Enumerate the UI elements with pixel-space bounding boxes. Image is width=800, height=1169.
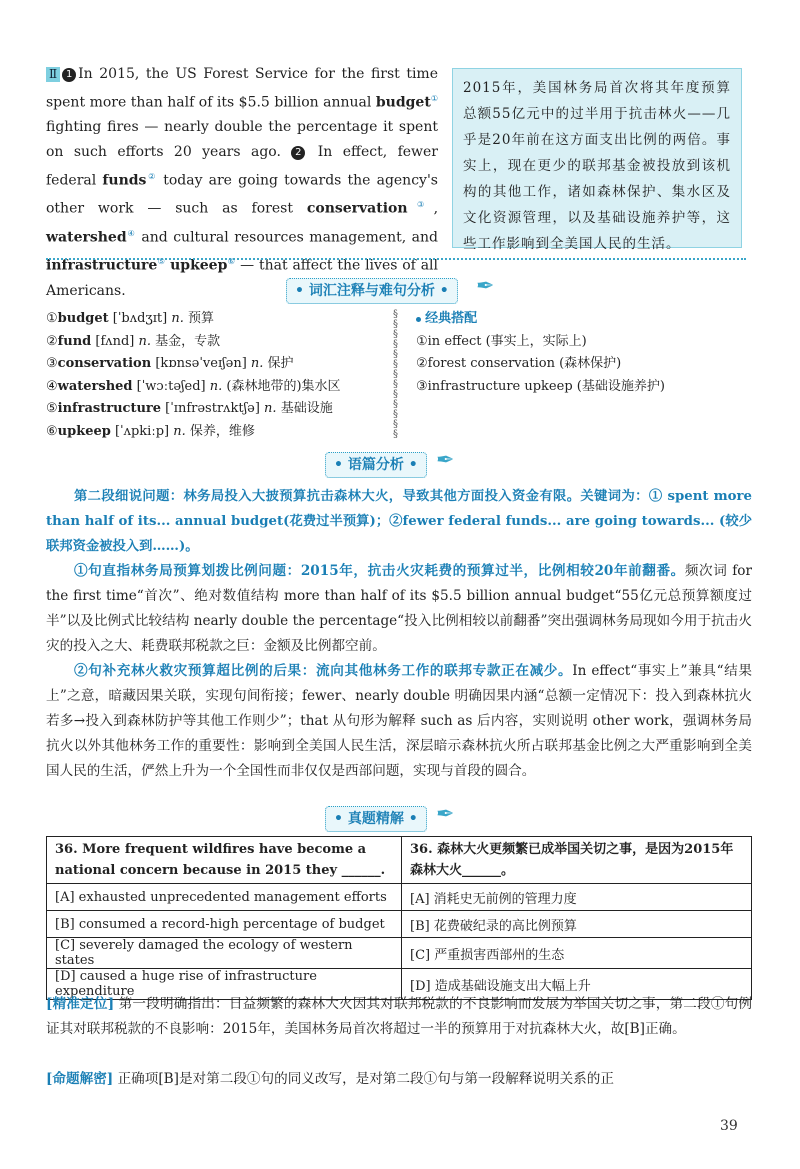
option-c-en: [C] severely damaged the ecology of western states (47, 938, 402, 969)
bullet-icon (416, 317, 421, 322)
option-d-en: [D] caused a huge rise of infrastructure expenditure (47, 969, 402, 1000)
paragraph-marker: Ⅱ (46, 67, 60, 82)
option-a-en: [A] exhausted unprecedented management efforts (47, 884, 402, 911)
column-divider: § § § § § § § § § § § § § (393, 309, 398, 440)
english-passage (46, 62, 438, 303)
analysis-location (46, 992, 752, 1042)
note-ref: ① (430, 93, 438, 103)
sentence-1-head: ①句直指林务局预算划拨比例问题：2015年，抗击火灾耗费的预算过半，比例相较20年前翻番。 (74, 563, 685, 579)
analysis-decode-text: 正确项[B]是对第二段①句的同义改写，是对第二段①句与第一段解释说明关系的正 (113, 1071, 614, 1087)
keyword-upkeep: upkeep (170, 257, 228, 274)
sentence-1-body: 频次词 for the first time“首次”、绝对数值结构 more than half of its $5.5 billion annual budget“55亿元总预算额度过半”以及比例式比较结构 nearly double the percentage“投入比例相较以前翻番”突出强调林务局现如今用于抗击火灾的投入之大、耗费联邦税款之巨：金额及比例都空前。 (46, 563, 752, 654)
collocations-title: 经典搭配 (425, 311, 478, 326)
feather-icon: ✒ (476, 274, 495, 299)
note-ref: ② (146, 171, 158, 181)
translation-box: 2015年，美国林务局首次将其年度预算总额55亿元中的过半用于抗击林火——几乎是20年前在这方面支出比例的两倍。事实上，现在更少的联邦基金被投放到该机构的其他工作，诸如森林保护、集水区及文化资源管理，以及基础设施养护等，这些工作影响到全美国人民的生活。 (452, 68, 742, 248)
discourse-summary: 第二段细说问题：林务局投入大披预算抗击森林大火，导致其他方面投入资金有限。关键词为：① spent more than half of its... annual budget(花费过半预算)；②fewer federal funds... are going towards... (较少联邦资金被投入到……)。 (46, 489, 752, 554)
question-stem-cn: 36. 森林大火更频繁已成举国关切之事，是因为2015年森林大火______。 (402, 837, 752, 884)
page-number: 39 (720, 1118, 738, 1134)
vocab-item: ⑤infrastructure [ˈɪnfrəstrʌktʃə] n. 基础设施 (46, 401, 333, 416)
note-ref: ④ (126, 228, 136, 238)
note-ref: ③ (407, 200, 434, 210)
keyword-conservation: conservation (306, 200, 408, 217)
vocab-item: ②fund [fʌnd] n. 基金，专款 (46, 333, 221, 349)
passage-text: In effect, fewer federal (46, 144, 438, 189)
vocab-item: ⑥upkeep [ˈʌpkiːp] n. 保养，维修 (46, 423, 255, 439)
sentence-2-body: In effect“事实上”兼具“结果上”之意，暗藏因果关联，实现句间衔接；fewer、nearly double 明确因果内涵“总额一定情况下：投入到森林抗火若多→投入到森林防护等其他工作则少”；that 从句形为解释 such as 后内容，实则说明 other work，强调林务局抗火以外其他林务工作的重要性：影响到全美国人民生活，深层暗示森林抗火所占联邦基金比例之大严重影响到全美国人民的生活，俨然上升为一个全国性而非仅仅是西部问题，实现与首段的圆合。 (46, 663, 753, 779)
passage-text: fighting fires — nearly double the percentage it spent on such efforts 20 years ago. (46, 119, 438, 161)
keyword-funds: funds (102, 172, 147, 189)
discourse-sentence-2 (46, 659, 752, 784)
section-heading-discourse: • 语篇分析 • (325, 452, 427, 478)
vocab-item: ①budget [ˈbʌdʒɪt] n. 预算 (46, 311, 215, 326)
keyword-watershed: watershed (46, 229, 127, 246)
keyword-budget: budget (375, 94, 431, 111)
passage-text: , (433, 200, 439, 217)
vocab-list (46, 308, 386, 443)
tag-decode: [命题解密] (46, 1071, 114, 1087)
vocab-item: ③conservation [kɒnsəˈveɪʃən] n. 保护 (46, 356, 294, 371)
option-c-cn: [C] 严重损害西部州的生态 (402, 938, 752, 969)
option-a-cn: [A] 消耗史无前例的管理力度 (402, 884, 752, 911)
section-heading-vocab: • 词汇注释与难句分析 • (286, 278, 458, 304)
question-table (46, 836, 752, 1000)
feather-icon: ✒ (436, 802, 455, 827)
table-row (47, 884, 752, 911)
passage-text: — that affect the lives of all Americans. (46, 257, 438, 299)
table-row (47, 938, 752, 969)
passage-text: and cultural resources management, and (135, 229, 438, 246)
tag-location: [精准定位] (46, 996, 115, 1012)
collocation-item: ①in effect (事实上，实际上) (416, 333, 587, 349)
option-d-cn: [D] 造成基础设施支出大幅上升 (402, 969, 752, 1000)
feather-icon: ✒ (436, 448, 455, 473)
sentence-2-head: ②句补充林火救灾预算超比例的后果：流向其他林务工作的联邦专款正在减少。 (74, 663, 573, 679)
divider (46, 258, 746, 260)
analysis-decode (46, 1067, 752, 1092)
note-ref: ⑥ (227, 257, 236, 267)
keyword-infrastructure: infrastructure (46, 257, 158, 274)
collocation-item: ②forest conservation (森林保护) (416, 356, 622, 371)
section-heading-question: • 真题精解 • (325, 806, 427, 832)
collocation-item: ③infrastructure upkeep (基础设施养护) (416, 378, 665, 394)
passage-text: today are going towards the agency's other work — such as forest (46, 172, 438, 217)
question-stem-en: 36. More frequent wildfires have become a national concern because in 2015 they ______. (47, 837, 402, 884)
option-b-cn: [B] 花费破纪录的高比例预算 (402, 911, 752, 938)
analysis-location-text: 第一段明确指出：日益频繁的森林大火因其对联邦税款的不良影响而发展为举国关切之事，第二段①句例证其对联邦税款的不良影响：2015年，美国林务局首次将超过一半的预算用于对抗森林大火，故[B]正确。 (46, 996, 752, 1037)
passage-text: In 2015, the US Forest Service for the first time spent more than half of its $5.5 billion annual (46, 66, 438, 111)
option-b-en: [B] consumed a record-high percentage of budget (47, 911, 402, 938)
discourse-sentence-1 (46, 559, 752, 659)
vocab-item: ④watershed [ˈwɔːtəʃed] n. (森林地带的)集水区 (46, 378, 341, 394)
collocations (416, 308, 746, 398)
sentence-2-marker: 2 (291, 146, 305, 160)
sentence-1-marker: 1 (62, 68, 76, 82)
table-row (47, 837, 752, 884)
table-row (47, 911, 752, 938)
note-ref: ⑤ (157, 257, 166, 267)
